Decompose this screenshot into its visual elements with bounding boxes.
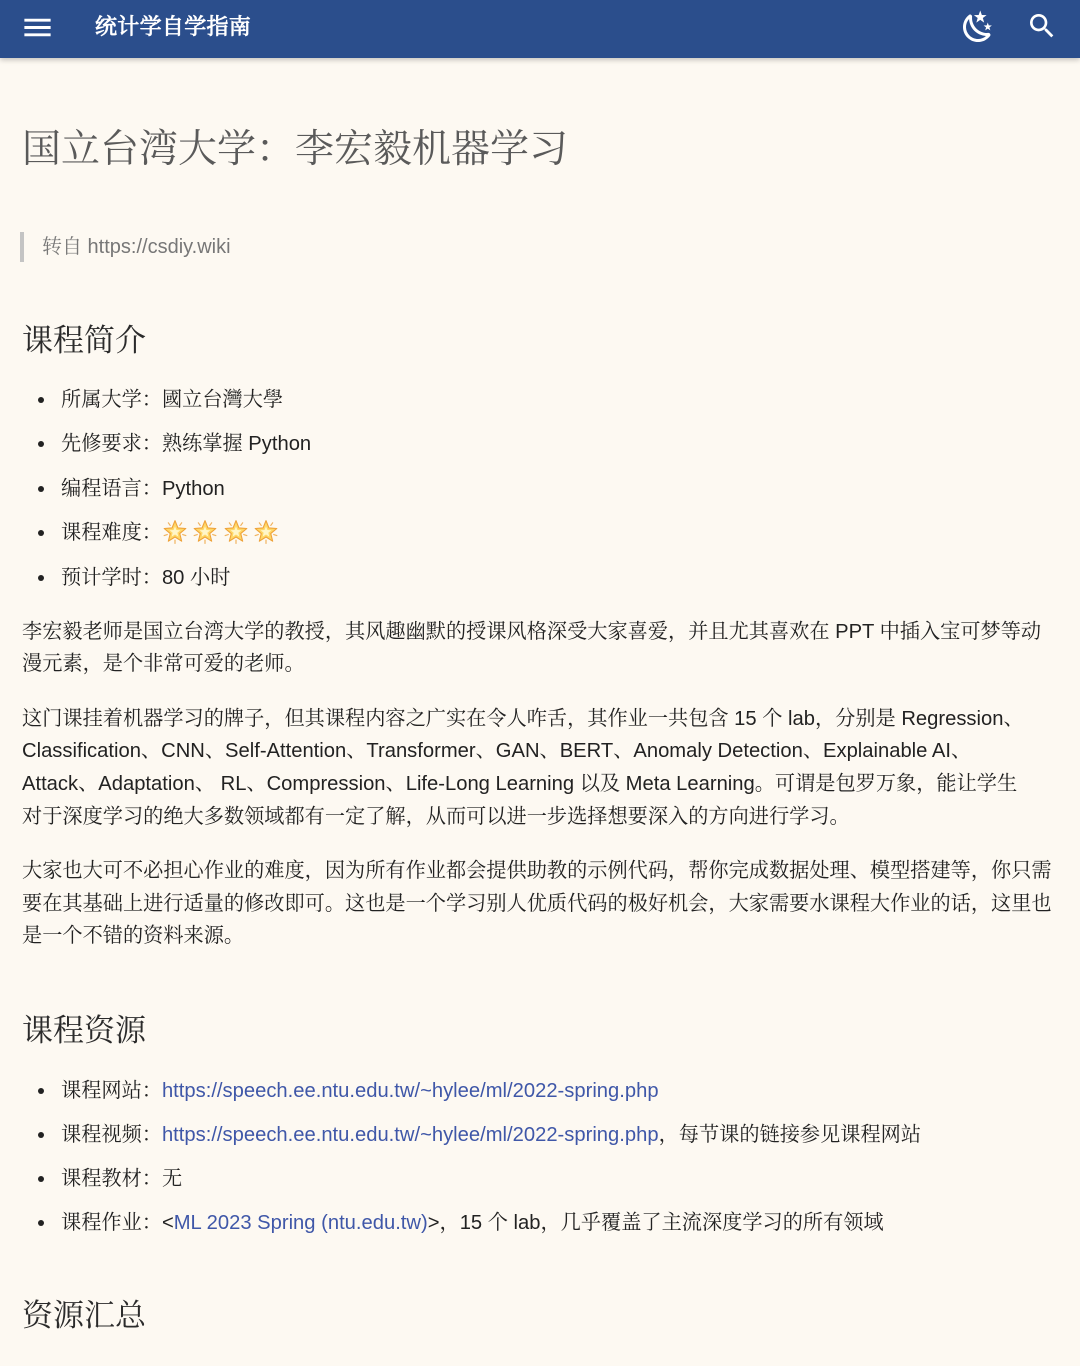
theme-toggle-button[interactable] [960,9,996,45]
difficulty-rating [162,517,284,549]
star-icon [223,519,249,545]
list-item-language: 编程语言：Python [61,473,1058,505]
list-item-hours: 预计学时：80 小时 [61,562,1058,594]
menu-button[interactable] [20,10,55,45]
course-info-list [22,384,1058,594]
search-button[interactable] [1026,10,1058,42]
intro-paragraph-2 [22,703,1058,833]
intro-paragraph-1 [22,616,1058,681]
course-resources-list [22,1075,1058,1240]
list-item-assignments [61,1207,1058,1239]
course-video-link[interactable]: https://speech.ee.ntu.edu.tw/~hylee/ml/2022-spring.php [161,1123,659,1146]
dark-mode-icon [960,9,996,45]
star-icon [162,519,188,545]
video-note: ，每节课的链接参见课程网站 [658,1123,922,1146]
section-heading-summary: 资源汇总 [22,1297,146,1333]
list-item-website [61,1075,1058,1107]
list-item-difficulty [61,517,1058,550]
list-item-textbook: 课程教材：无 [61,1163,1058,1195]
paragraph-line: Attack、Adaptation、 RL、Compression、Life-Long Learning 以及 Meta Learning。可谓是包罗万象，能让学生 [22,773,1018,796]
paragraph-line: 漫元素，是个非常可爱的老师。 [22,653,305,676]
star-icon [192,519,218,545]
paragraph-line: 是一个不错的资料来源。 [22,925,245,948]
paragraph-line: 要在其基础上进行适量的修改即可。这也是一个学习别人优质代码的极好机会，大家需要水课程大作业的话，这里也 [22,892,1052,915]
list-item-university: 所属大学：國立台灣大學 [61,384,1058,416]
paragraph-line: 大家也大可不必担心作业的难度，因为所有作业都会提供助教的示例代码，帮你完成数据处理、模型搭建等，你只需 [22,860,1052,883]
assignments-label: 课程作业：< [61,1212,174,1235]
difficulty-label: 课程难度： [61,521,162,544]
source-quote [20,232,1058,262]
assignments-link[interactable]: ML 2023 Spring (ntu.edu.tw) [173,1212,428,1235]
page-title: 国立台湾大学：李宏毅机器学习 [22,128,569,171]
search-icon [1026,10,1058,42]
paragraph-line: 这门课挂着机器学习的牌子，但其课程内容之广实在令人咋舌，其作业一共包含 15 个 lab，分别是 Regression、 [22,707,1024,730]
top-app-bar [0,0,1080,58]
site-title: 统计学自学指南 [95,14,252,39]
intro-paragraph-3 [22,855,1058,953]
paragraph-line: 对于深度学习的绝大多数领域都有一定了解，从而可以进一步选择想要深入的方向进行学习。 [22,805,850,828]
source-quote-text: 转自 https://csdiy.wiki [42,236,231,258]
article-content [22,58,1058,1335]
video-label: 课程视频： [61,1123,162,1146]
star-icon [253,519,279,545]
paragraph-line: Classification、CNN、Self-Attention、Transformer、GAN、BERT、Anomaly Detection、Explainable AI、 [22,740,972,763]
course-website-link[interactable]: https://speech.ee.ntu.edu.tw/~hylee/ml/2022-spring.php [161,1079,659,1102]
paragraph-line: 李宏毅老师是国立台湾大学的教授，其风趣幽默的授课风格深受大家喜爱，并且尤其喜欢在 PPT 中插入宝可梦等动 [22,620,1042,643]
section-heading-intro: 课程简介 [22,322,146,358]
list-item-video [61,1119,1058,1151]
website-label: 课程网站： [61,1079,162,1102]
section-heading-resources: 课程资源 [22,1013,146,1048]
list-item-prerequisites: 先修要求：熟练掌握 Python [61,428,1058,460]
assignments-note: >，15 个 lab，几乎覆盖了主流深度学习的所有领域 [427,1212,884,1235]
menu-icon [20,10,55,45]
